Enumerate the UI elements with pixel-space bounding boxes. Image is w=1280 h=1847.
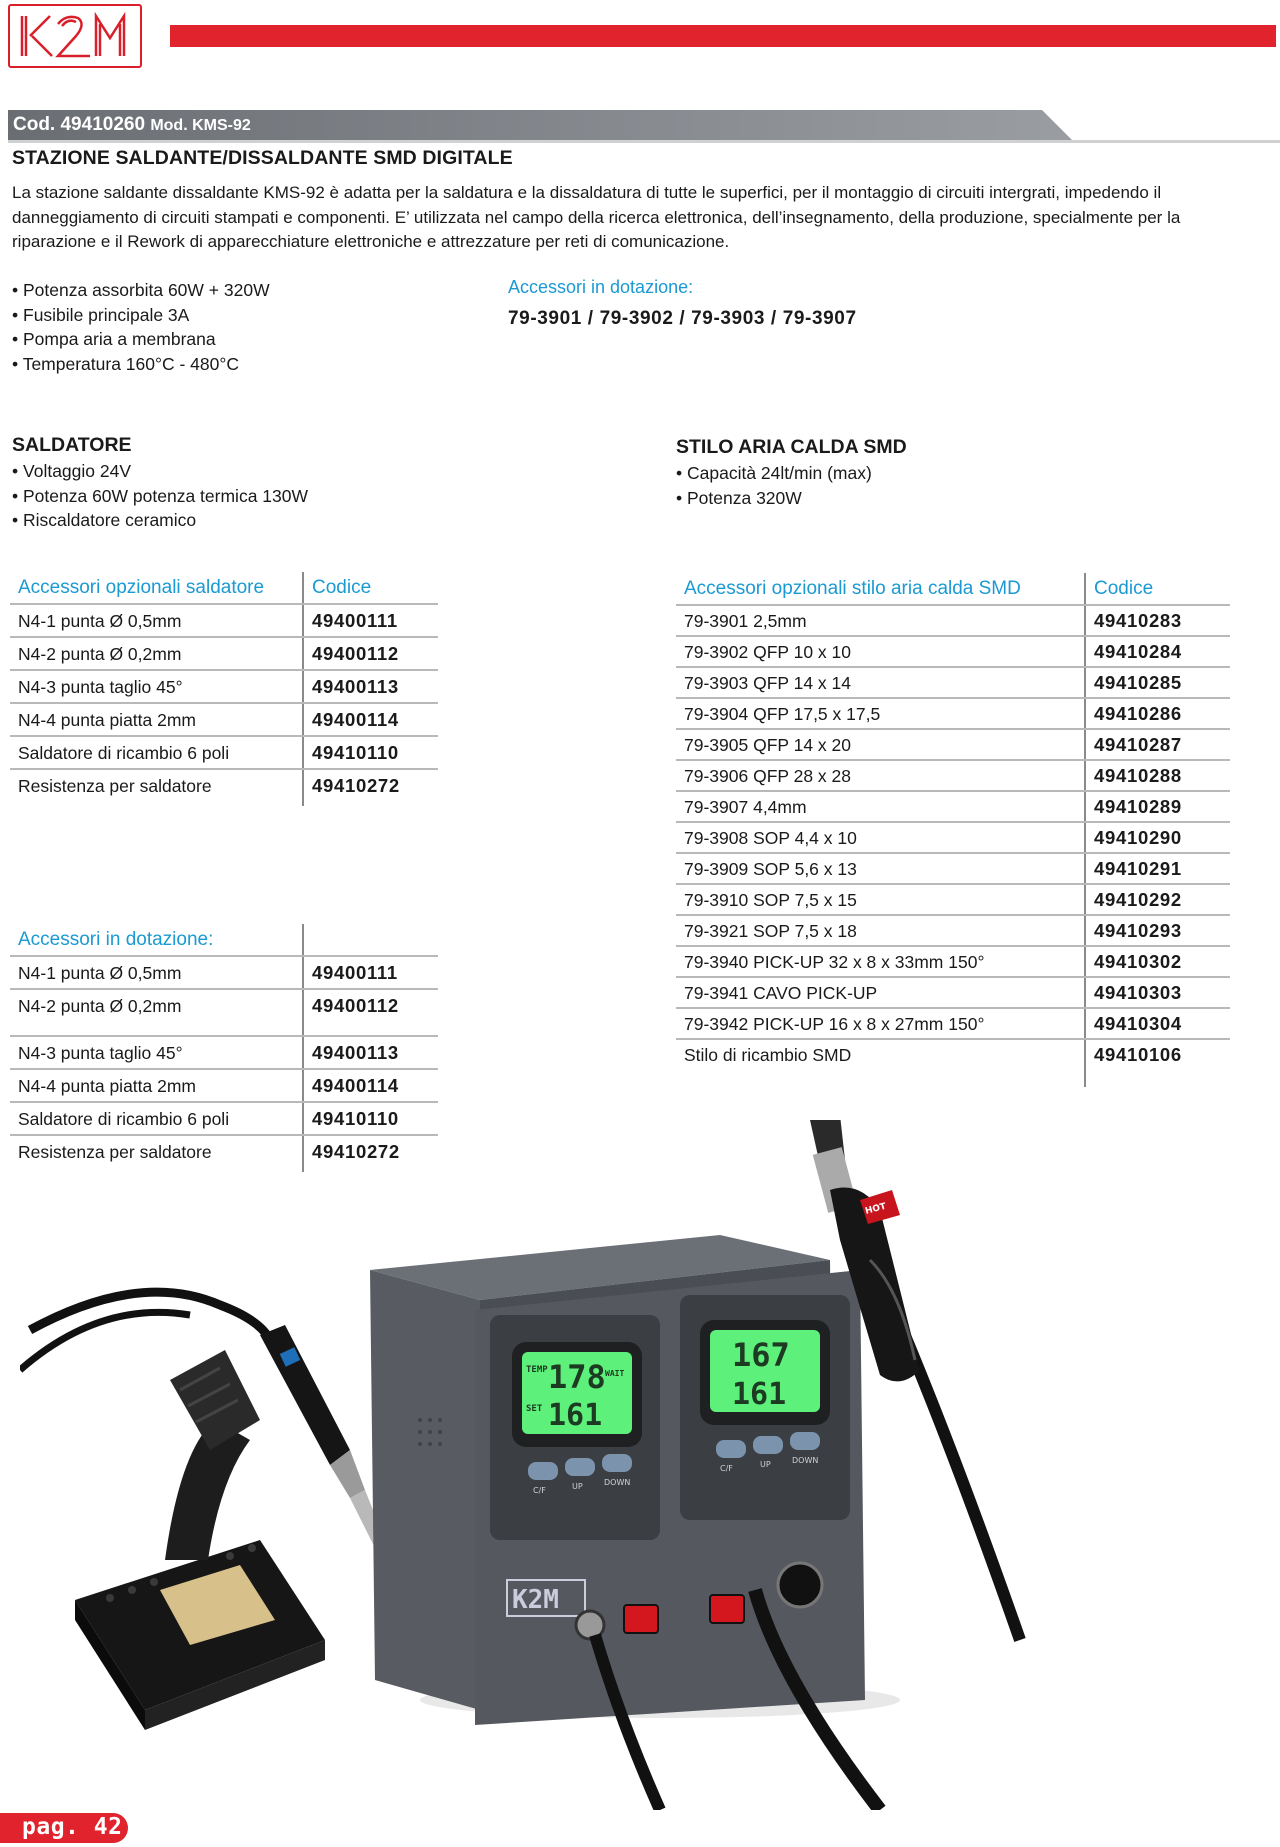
row-code: 49400113 (312, 676, 399, 697)
table-row (676, 978, 1230, 1009)
row-desc: 79-3903 QFP 14 x 14 (684, 673, 852, 693)
btn-up-right: UP (760, 1460, 771, 1469)
table-row (10, 957, 438, 990)
row-desc: N4-2 punta Ø 0,2mm (18, 644, 182, 664)
row-code: 49410106 (1094, 1044, 1182, 1065)
lcd-tag-bottom: SET (526, 1404, 543, 1414)
header-code: Codice (312, 577, 372, 598)
row-code: 49410303 (1094, 982, 1182, 1003)
row-desc: 79-3904 QFP 17,5 x 17,5 (684, 704, 881, 724)
row-code: 49410110 (312, 1108, 399, 1129)
included-codes: 79-3901 / 79-3902 / 79-3903 / 79-3907 (508, 308, 857, 329)
page-number (0, 1813, 128, 1843)
row-desc: 79-3905 QFP 14 x 20 (684, 735, 852, 755)
row-desc: N4-3 punta taglio 45° (18, 677, 183, 697)
row-desc: N4-1 punta Ø 0,5mm (18, 611, 182, 631)
table-row (676, 885, 1230, 916)
row-code: 49400113 (312, 1042, 399, 1063)
header-code: Codice (1094, 578, 1154, 599)
table-header (676, 573, 1230, 606)
header-red-bar (170, 25, 1276, 47)
row-code: 49410288 (1094, 765, 1182, 786)
row-desc: 79-3906 QFP 28 x 28 (684, 766, 852, 786)
row-desc: N4-2 punta Ø 0,2mm (18, 996, 182, 1016)
saldatore-title: SALDATORE (12, 434, 132, 456)
table-row (10, 990, 438, 1037)
station-body (370, 1235, 865, 1725)
row-desc: N4-1 punta Ø 0,5mm (18, 963, 182, 983)
table-row (10, 737, 438, 770)
table-row (676, 606, 1230, 637)
row-code: 49400114 (312, 709, 399, 730)
row-desc: 79-3908 SOP 4,4 x 10 (684, 828, 857, 848)
row-code: 49400114 (312, 1075, 399, 1096)
btn-cf-left: C/F (533, 1486, 546, 1495)
table-row (676, 668, 1230, 699)
btn-down-left: DOWN (604, 1478, 631, 1487)
header-desc: Accessori in dotazione: (18, 929, 214, 950)
table-row (10, 704, 438, 737)
table-row (676, 761, 1230, 792)
table-row (10, 1037, 438, 1070)
table-row (10, 1070, 438, 1103)
feature-item: • Temperatura 160°C - 480°C (12, 352, 270, 377)
lcd-right-set: 161 (732, 1377, 787, 1412)
lcd-left-temp: 178 (548, 1358, 606, 1396)
table-row (676, 730, 1230, 761)
table-header (10, 924, 438, 957)
table-row (676, 823, 1230, 854)
row-code: 49410285 (1094, 672, 1182, 693)
lcd-left-set: 161 (548, 1398, 603, 1433)
code-bar-line (8, 140, 1280, 143)
table-row (10, 770, 438, 803)
row-code: 49410290 (1094, 827, 1182, 848)
row-code: 49410272 (312, 1141, 400, 1162)
stilo-title: STILO ARIA CALDA SMD (676, 436, 907, 458)
row-code: 49410110 (312, 742, 399, 763)
row-desc: N4-3 punta taglio 45° (18, 1043, 183, 1063)
row-desc: Saldatore di ricambio 6 poli (18, 743, 230, 763)
btn-cf-right: C/F (720, 1464, 733, 1473)
row-code: 49410283 (1094, 610, 1182, 631)
feature-item: • Riscaldatore ceramico (12, 508, 308, 533)
row-code: 49410287 (1094, 734, 1182, 755)
feature-list (12, 278, 270, 376)
row-code: 49410289 (1094, 796, 1182, 817)
table-row (10, 638, 438, 671)
btn-down-right: DOWN (792, 1456, 819, 1465)
table-row (676, 792, 1230, 823)
product-description: La stazione saldante dissaldante KMS-92 è adatta per la saldatura e la dissaldatura di tutte le superfici, per il montaggio di circuiti intergrati, impedendo il danneggiamento di circuiti stampati e componenti. E’ utilizzata nel campo della ricerca elettronica, dell’insegnamento, della produzione, specialmente per la riparazione e il Rework di apparecchiature elettroniche e attrezzature per reti di comunicazione. (12, 183, 1181, 251)
table-row (676, 1040, 1230, 1071)
row-code: 49410272 (312, 775, 400, 796)
row-desc: 79-3942 PICK-UP 16 x 8 x 27mm 150° (684, 1014, 985, 1034)
feature-item: • Pompa aria a membrana (12, 327, 270, 352)
lcd-tag-top: TEMP (526, 1365, 548, 1375)
lcd-right-temp: 167 (732, 1336, 790, 1374)
row-desc: 79-3921 SOP 7,5 x 18 (684, 921, 857, 941)
row-desc: 79-3907 4,4mm (684, 797, 807, 817)
feature-item: • Voltaggio 24V (12, 459, 308, 484)
page-label: pag. 42 (22, 1814, 123, 1840)
iron-stand (75, 1350, 325, 1730)
saldatore-accessories-table (10, 572, 438, 806)
row-code: 49400112 (312, 643, 399, 664)
table-row (676, 1009, 1230, 1040)
row-code: 49410291 (1094, 858, 1182, 879)
row-code: 49410286 (1094, 703, 1182, 724)
row-desc: Resistenza per saldatore (18, 1142, 212, 1162)
row-desc: Saldatore di ricambio 6 poli (18, 1109, 230, 1129)
row-desc: N4-4 punta piatta 2mm (18, 1076, 197, 1096)
stilo-accessories-table (676, 573, 1230, 1087)
station-brand: K2M (512, 1585, 559, 1615)
gun-hot-label: HOT (864, 1201, 888, 1217)
table-row (10, 605, 438, 638)
saldatore-features (12, 459, 308, 533)
table-row (676, 916, 1230, 947)
feature-item: • Capacità 24lt/min (max) (676, 461, 872, 486)
k2m-logo (8, 4, 142, 68)
row-desc: 79-3909 SOP 5,6 x 13 (684, 859, 857, 879)
stilo-features (676, 461, 872, 510)
lcd-wait: WAIT (605, 1369, 625, 1378)
table-row (10, 671, 438, 704)
header-desc: Accessori opzionali stilo aria calda SMD (684, 578, 1021, 599)
row-desc: 79-3910 SOP 7,5 x 15 (684, 890, 857, 910)
row-code: 49410302 (1094, 951, 1182, 972)
row-desc: 79-3940 PICK-UP 32 x 8 x 33mm 150° (684, 952, 985, 972)
product-title: STAZIONE SALDANTE/DISSALDANTE SMD DIGITALE (12, 147, 513, 169)
row-code: 49410293 (1094, 920, 1182, 941)
btn-up-left: UP (572, 1482, 583, 1491)
row-code: 49410292 (1094, 889, 1182, 910)
table-header (10, 572, 438, 605)
feature-item: • Potenza 320W (676, 486, 872, 511)
row-code: 49410304 (1094, 1013, 1182, 1034)
feature-item: • Potenza 60W potenza termica 130W (12, 484, 308, 509)
table-row (676, 699, 1230, 730)
table-row (676, 637, 1230, 668)
row-desc: Resistenza per saldatore (18, 776, 212, 796)
row-code: 49400111 (312, 962, 398, 983)
row-desc: 79-3941 CAVO PICK-UP (684, 983, 878, 1003)
product-photo (20, 1120, 1220, 1810)
table-row (676, 854, 1230, 885)
row-desc: Stilo di ricambio SMD (684, 1045, 852, 1065)
row-code: 49400111 (312, 610, 398, 631)
cod-label: Cod. 49410260 (13, 114, 146, 135)
row-code: 49400112 (312, 995, 399, 1016)
row-code: 49410284 (1094, 641, 1182, 662)
product-code (13, 112, 251, 139)
included-title: Accessori in dotazione: (508, 277, 694, 297)
row-desc: N4-4 punta piatta 2mm (18, 710, 197, 730)
feature-item: • Fusibile principale 3A (12, 303, 270, 328)
mod-label: Mod. KMS-92 (150, 117, 251, 134)
table-row (676, 947, 1230, 978)
row-desc: 79-3901 2,5mm (684, 611, 807, 631)
row-desc: 79-3902 QFP 10 x 10 (684, 642, 852, 662)
header-desc: Accessori opzionali saldatore (18, 577, 265, 598)
feature-item: • Potenza assorbita 60W + 320W (12, 278, 270, 303)
